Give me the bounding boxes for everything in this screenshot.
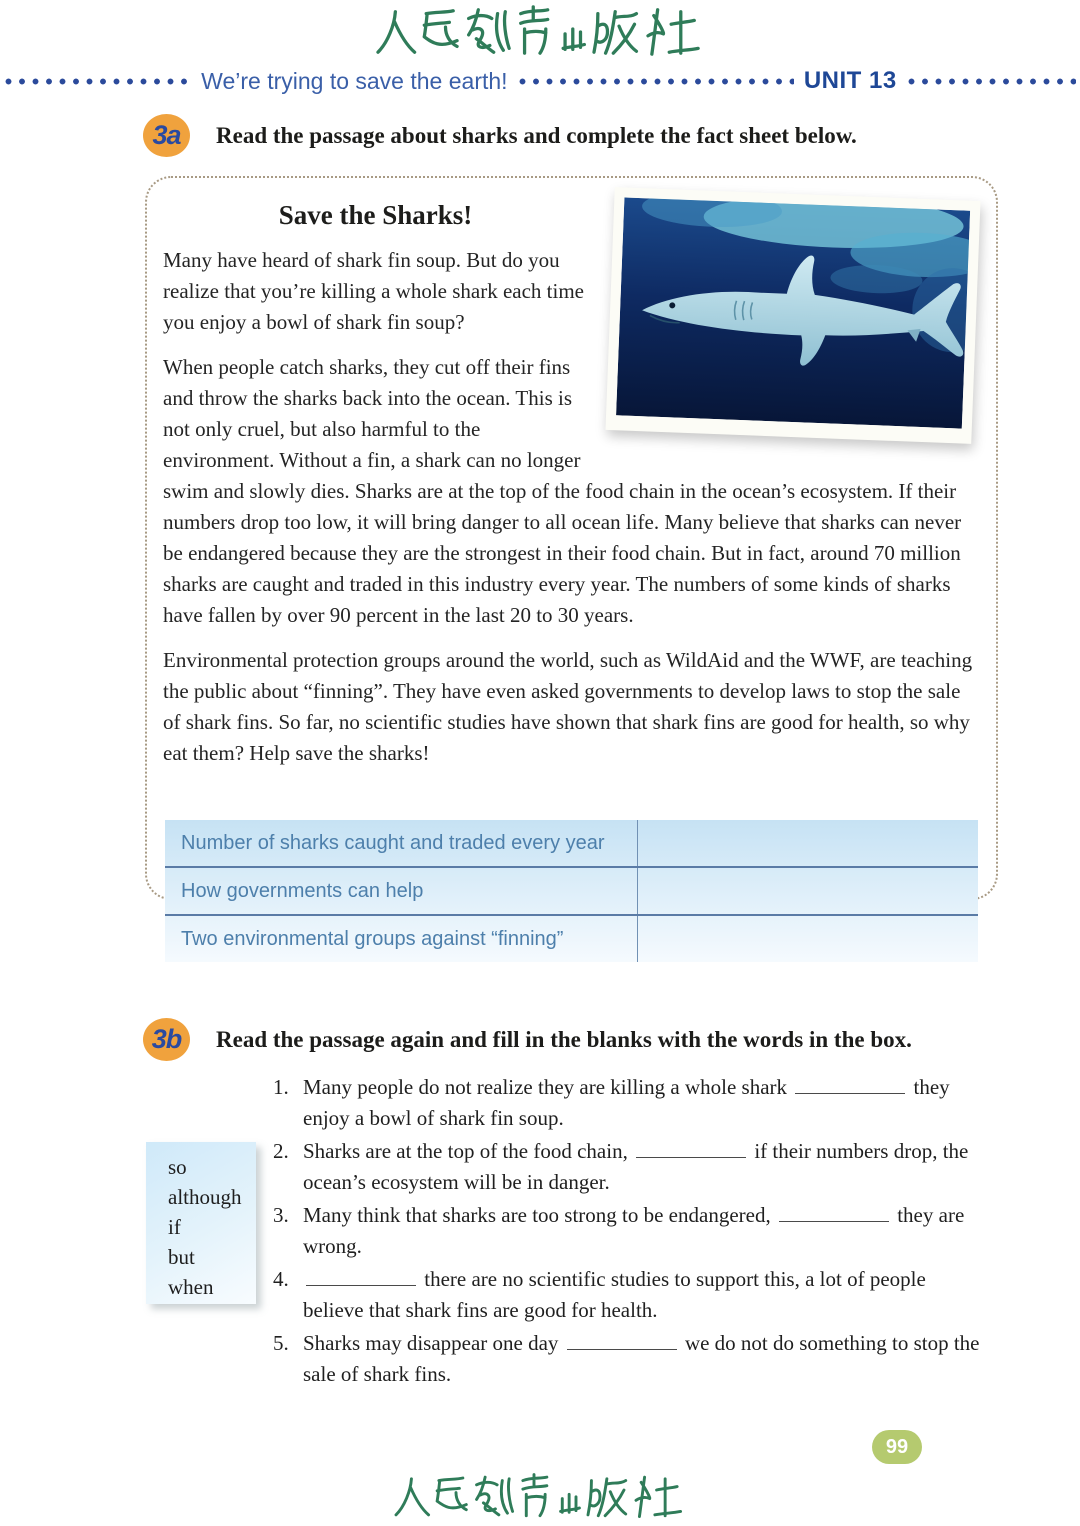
task-3b-instruction: Read the passage again and fill in the blanks with the words in the box. xyxy=(216,1026,912,1052)
shark-photo-wrapper xyxy=(602,192,980,442)
list-item xyxy=(273,1136,989,1197)
ribbon-dots-right xyxy=(907,77,1076,86)
ribbon-dots-middle xyxy=(518,77,794,86)
word-bank-word: if xyxy=(168,1215,181,1239)
passage-paragraph-2: When people catch sharks, they cut off their fins and throw the sharks back into the ocean. This is not only cruel, but also harmful to the environment. Without a fin, a shark can no longer swim and slowly dies. Sharks are at the top of the food chain in the ocean’s ecosystem. If their numbers drop too low, it will bring danger to all ocean life. Many believe that sharks can never be endangered because they are the strongest in their food chain. But in fact, around 70 million sharks are caught and traded in this industry every year. The numbers of some kinds of sharks have fallen by over 90 percent in the last 20 to 30 years. xyxy=(163,355,962,627)
word-bank-word: so xyxy=(168,1155,187,1179)
fact-sheet-row xyxy=(165,866,978,914)
word-bank-word: but xyxy=(168,1245,195,1269)
reading-passage-box xyxy=(145,176,998,950)
item-number: 3. xyxy=(273,1203,289,1227)
passage-title: Save the Sharks! xyxy=(278,200,473,230)
list-item xyxy=(273,1328,989,1389)
item-text: Sharks may disappear one day we do not do something to stop the sale of shark fins. xyxy=(303,1331,980,1386)
item-text: Many think that sharks are too strong to be endangered, they are wrong. xyxy=(303,1203,965,1258)
answer-blank xyxy=(636,1142,746,1158)
word-bank-word: although xyxy=(168,1185,242,1209)
task-3b-header xyxy=(143,1018,912,1061)
fill-in-blanks-list xyxy=(273,1072,989,1392)
answer-blank xyxy=(779,1206,889,1222)
word-bank-word: when xyxy=(168,1275,214,1299)
task-3a-header xyxy=(143,114,857,157)
list-item xyxy=(273,1072,989,1133)
fact-answer-cell xyxy=(637,868,978,914)
task-3a-instruction: Read the passage about sharks and complete the fact sheet below. xyxy=(216,122,857,148)
answer-blank xyxy=(567,1334,677,1350)
shark-photo-image xyxy=(616,197,970,428)
item-number: 5. xyxy=(273,1331,289,1355)
fact-answer-cell xyxy=(637,916,978,962)
word-bank-box xyxy=(146,1142,256,1304)
calligraphy-icon xyxy=(390,1472,690,1520)
unit-subtitle: We’re trying to save the earth! xyxy=(201,67,508,94)
unit-ribbon xyxy=(0,64,1080,98)
fact-label: How governments can help xyxy=(181,879,424,902)
publisher-logo-top xyxy=(375,4,705,58)
item-number: 4. xyxy=(273,1267,289,1291)
answer-blank xyxy=(795,1078,905,1094)
list-item xyxy=(273,1200,989,1261)
fact-label: Two environmental groups against “finning” xyxy=(181,927,564,950)
publisher-logo-bottom xyxy=(390,1472,690,1520)
unit-number: UNIT 13 xyxy=(803,67,897,94)
answer-blank xyxy=(306,1270,416,1286)
list-item xyxy=(273,1264,989,1325)
passage-paragraph-1: Many have heard of shark fin soup. But do you realize that you’re killing a whole shark each time you enjoy a bowl of shark fin soup? xyxy=(163,248,584,334)
task-3b-badge: 3b xyxy=(143,1018,190,1061)
fact-answer-cell xyxy=(637,820,978,866)
page-number-badge: 99 xyxy=(872,1430,922,1464)
item-text: Many people do not realize they are killing a whole shark they enjoy a bowl of shark fin soup. xyxy=(303,1075,950,1130)
item-number: 2. xyxy=(273,1139,289,1163)
item-text: Sharks are at the top of the food chain, if their numbers drop, the ocean’s ecosystem will be in danger. xyxy=(303,1139,969,1194)
item-number: 1. xyxy=(273,1075,289,1099)
fact-sheet-row xyxy=(165,914,978,962)
ribbon-dots-left xyxy=(4,77,191,86)
task-3a-badge: 3a xyxy=(143,114,190,157)
item-text: there are no scientific studies to support this, a lot of people believe that shark fins are good for health. xyxy=(303,1267,926,1322)
passage-paragraph-3: Environmental protection groups around the world, such as WildAid and the WWF, are teaching the public about “finning”. They have even asked governments to develop laws to stop the sale of shark fins. So far, no scientific studies have shown that shark fins are good for health, so why eat them? Help save the sharks! xyxy=(163,648,973,765)
fact-sheet-table xyxy=(165,820,978,962)
shark-photo-card xyxy=(605,187,980,444)
calligraphy-icon xyxy=(375,4,705,58)
fact-sheet-row xyxy=(165,820,978,866)
fact-label: Number of sharks caught and traded every year xyxy=(181,831,605,854)
